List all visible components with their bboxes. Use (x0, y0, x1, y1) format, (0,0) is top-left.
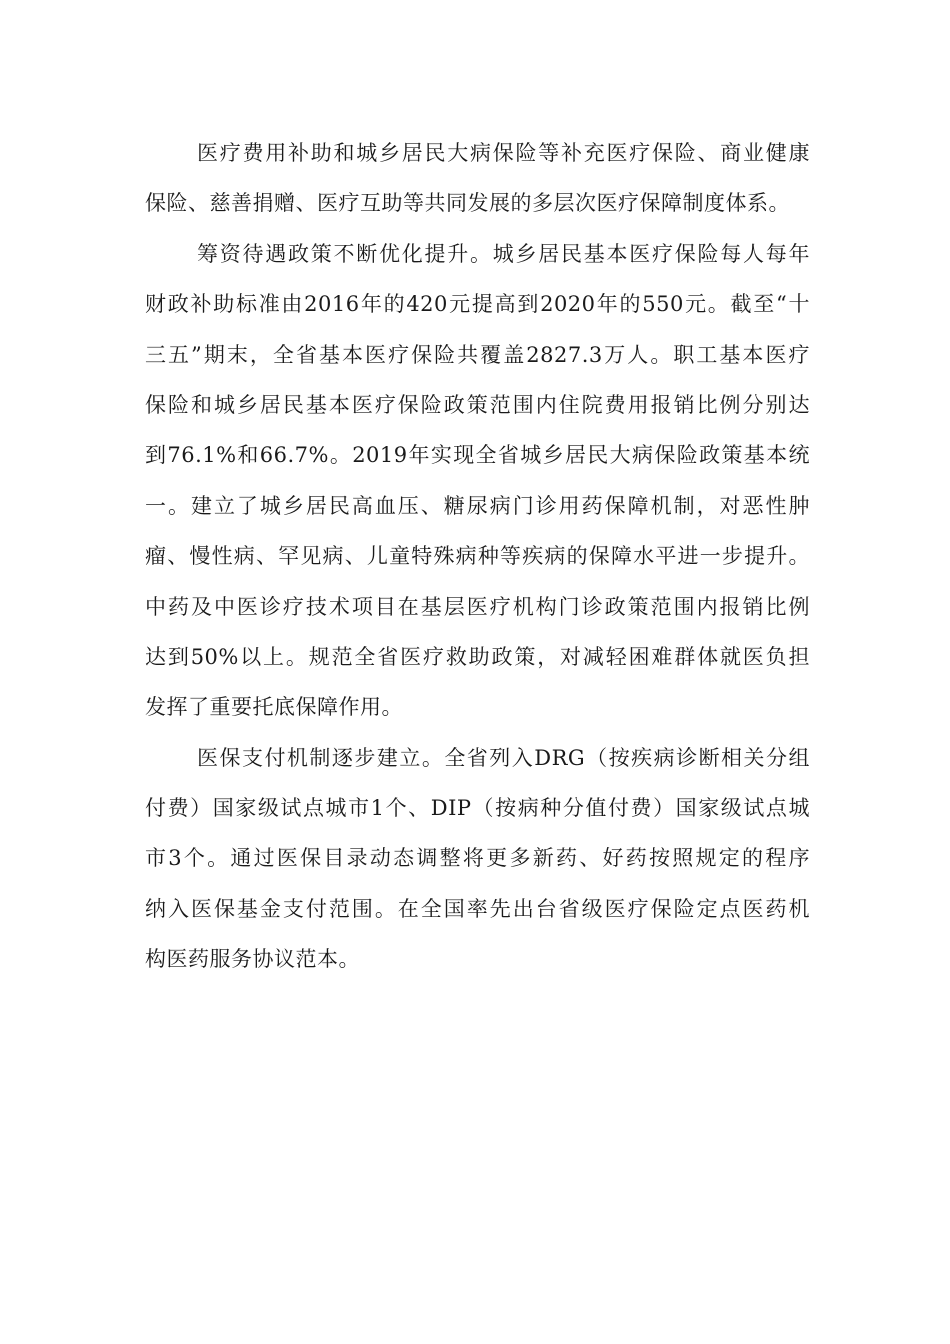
text-line: 构医药服务协议范本。 (145, 947, 360, 972)
text-line: 发挥了重要托底保障作用。 (145, 695, 403, 720)
text-line: 三五”期末，全省基本医疗保险共覆盖2827.3万人。职工基本医疗 (145, 342, 810, 367)
text-line: 达到50%以上。规范全省医疗救助政策，对减轻困难群体就医负担 (145, 644, 810, 669)
text-line: 筹资待遇政策不断优化提升。城乡居民基本医疗保险每人每年 (197, 241, 810, 266)
text-line: 保险、慈善捐赠、医疗互助等共同发展的多层次医疗保障制度体系。 (145, 191, 790, 216)
text-line: 医疗费用补助和城乡居民大病保险等补充医疗保险、商业健康 (197, 141, 810, 165)
text-line: 财政补助标准由2016年的420元提高到2020年的550元。截至“十 (145, 292, 810, 317)
text-line: 医保支付机制逐步建立。全省列入DRG（按疾病诊断相关分组 (197, 745, 810, 770)
body-text (145, 128, 810, 985)
text-line: 市3个。通过医保目录动态调整将更多新药、好药按照规定的程序 (145, 846, 810, 871)
text-line: 纳入医保基金支付范围。在全国率先出台省级医疗保险定点医药机 (145, 896, 810, 921)
text-line: 瘤、慢性病、罕见病、儿童特殊病种等疾病的保障水平进一步提升。 (145, 544, 810, 569)
text-line: 到76.1%和66.7%。2019年实现全省城乡居民大病保险政策基本统 (145, 443, 810, 468)
text-line: 保险和城乡居民基本医疗保险政策范围内住院费用报销比例分别达 (145, 392, 810, 417)
text-line: 付费）国家级试点城市1个、DIP（按病种分值付费）国家级试点城 (145, 796, 810, 821)
text-line: 中药及中医诊疗技术项目在基层医疗机构门诊政策范围内报销比例 (145, 594, 810, 619)
text-line: 一。建立了城乡居民高血压、糖尿病门诊用药保障机制，对恶性肿 (145, 493, 810, 518)
